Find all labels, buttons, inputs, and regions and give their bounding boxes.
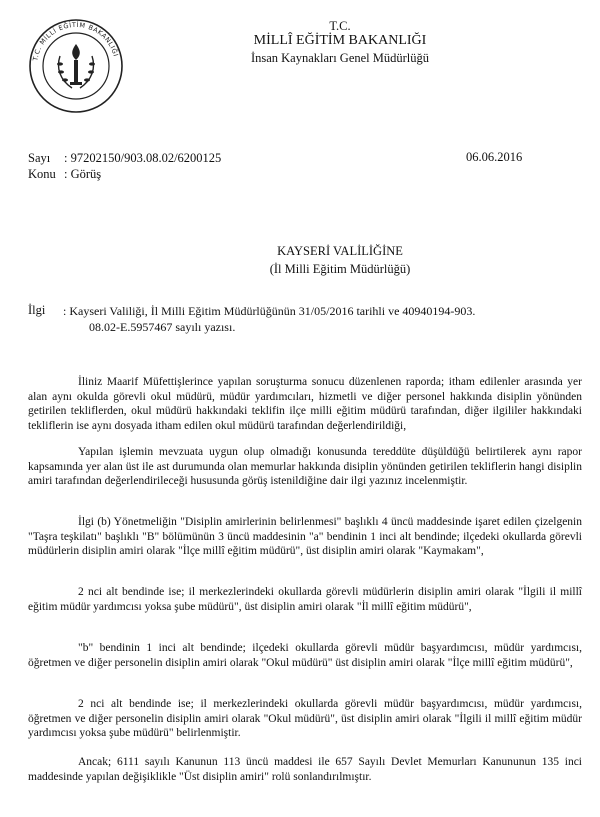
sayi-label: Sayı [28, 151, 51, 165]
header-ministry: MİLLÎ EĞİTİM BAKANLIĞI [253, 33, 427, 48]
document-date: 06.06.2016 [466, 150, 523, 164]
svg-text:T.C. MİLLİ EĞİTİM BAKANLIĞI: T.C. MİLLİ EĞİTİM BAKANLIĞI [31, 20, 120, 62]
body-paragraph-7: Ancak; 6111 sayılı Kanunun 113 üncü maddesi ile 657 Sayılı Devlet Memurları Kanununun 135 inci maddesinde yapılan değişiklikle "Üst disiplin amiri" rolü sonlandırılmıştır. [28, 756, 582, 783]
body-paragraph-6: 2 nci alt bendinde ise; il merkezlerindeki okullarda görevli müdür başyardımcısı, müdür yardımcısı, öğretmen ve diğer personelin disiplin amiri olarak "Okul müdürü", üst disiplin amiri olarak "İlgili il millî eğitim müdür yardımcısı yoksa şube müdürü" belirlenmiştir. [28, 698, 582, 739]
body-paragraph-3: İlgi (b) Yönetmeliğin "Disiplin amirlerinin belirlenmesi" başlıklı 4 üncü maddesinde işaret edilen çizelgenin "Taşra teşkilatı" başlıklı "B" bölümünün 3 üncü maddesinin "a" bendinin 1 inci alt bendinde; ilçedeki okullarda görevli müdürlerin disiplin amiri olarak "İlçe millî eğitim müdürü", üst disiplin amiri olarak "Kaymakam", [28, 516, 582, 557]
header-tc: T.C. [329, 19, 351, 33]
body-paragraph-4: 2 nci alt bendinde ise; il merkezlerindeki okullarda görevli müdürlerin disiplin amiri olarak "İlgili il millî eğitim müdür yardımcısı yoksa şube müdürü", üst disiplin amiri olarak "İl millî eğitim müdürü", [28, 586, 582, 613]
konu-value: : Görüş [64, 167, 102, 181]
body-paragraph-1: İliniz Maarif Müfettişlerince yapılan soruşturma sonucu düzenlenen raporda; itham edilenler arasında yer alan aynı okulda görevli okul müdürü, müdür yardımcıları, hizmetli ve diğer personel hakkında disiplin yönünden getirilen tekliflerden, okul müdürü hakkındaki teklifin ilçe milli eğitim müdürü tarafından, diğer ilgililer hakkındaki tekliflerin ise aynı dosyada itham edilen okul müdürü tarafından değerlendirildiği, [28, 376, 582, 432]
ilgi-label: İlgi [28, 303, 46, 317]
ilgi-line2: 08.02-E.5957467 sayılı yazısı. [89, 320, 236, 334]
sayi-line [28, 150, 221, 166]
addressee-line1: KAYSERİ VALİLİĞİNE [277, 244, 403, 258]
addressee-line2: (İl Milli Eğitim Müdürlüğü) [269, 262, 411, 276]
body-paragraph-5: "b" bendinin 1 inci alt bendinde; ilçedeki okullarda görevli müdür başyardımcısı, müdür yardımcısı, öğretmen ve diğer personelin disiplin amiri olarak "Okul müdürü" üst disiplin amiri olarak "İlçe millî eğitim müdürü", [28, 642, 582, 669]
konu-line [28, 166, 101, 182]
konu-label: Konu [28, 167, 56, 181]
sayi-value: : 97202150/903.08.02/6200125 [64, 151, 222, 165]
header-department: İnsan Kaynakları Genel Müdürlüğü [250, 51, 430, 65]
body-paragraph-2: Yapılan işlemin mevzuata uygun olup olmadığı konusunda tereddüte düşüldüğü belirtilerek aynı rapor kapsamında yer alan üst ile ast durumunda olan memurlar hakkında disiplin yönünden getirilen tekliflerin hangi disiplin amiri tarafından değerlendirileceği hususunda görüş istenildiğine dair ilgi yazınız incelenmiştir. [28, 446, 582, 487]
ministry-seal-logo [26, 16, 126, 116]
ilgi-line1: : Kayseri Valiliği, İl Milli Eğitim Müdürlüğünün 31/05/2016 tarihli ve 40940194-903. [63, 304, 476, 318]
ilgi-text [63, 303, 583, 335]
